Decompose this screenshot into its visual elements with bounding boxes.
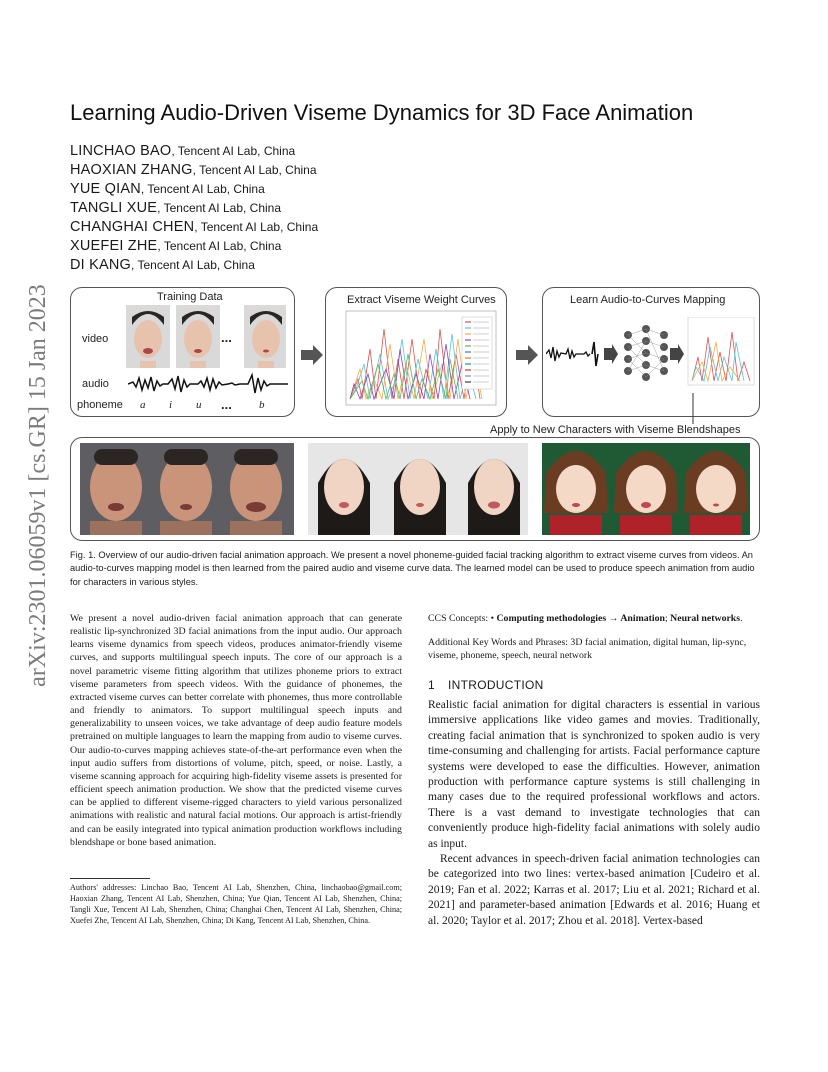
authors-addresses-footnote: Authors' addresses: Linchao Bao, Tencent AI Lab, Shenzhen, China, linchaobao@gmail.com; Haoxian Zhang, Tencent AI Lab, Shenzhen, China; Yue Qian, Tencent AI Lab, Shenzhen, China; Tangli Xue, Tencent AI Lab, Shenzhen, China; Changhai Chen, Tencent AI Lab, Shenzhen, China; Xuefei Zhe, Tencent AI Lab, Shenzhen, China; Di Kang, Tencent AI Lab, Shenzhen, China. (70, 883, 402, 925)
author-2 (70, 160, 570, 179)
author-7 (70, 255, 570, 274)
author-name: YUE QIAN (70, 181, 141, 197)
ccs-concepts (428, 612, 760, 625)
stylized-render-2 (614, 451, 678, 535)
arrow-right-icon (516, 345, 538, 365)
video-ellipsis: ... (221, 330, 232, 345)
author-list (70, 141, 570, 274)
stylized-character-renders (542, 443, 750, 535)
author-name: XUEFEI ZHE (70, 238, 158, 254)
network-diagram (546, 317, 756, 387)
author-affiliation: , Tencent AI Lab, China (131, 258, 255, 272)
footnote-rule (70, 878, 150, 879)
author-4 (70, 198, 570, 217)
male-render-2 (160, 449, 212, 535)
audio-waveform (128, 372, 288, 396)
male-character-renders (80, 443, 294, 535)
row-label-audio: audio (82, 378, 109, 390)
left-column (70, 612, 402, 849)
character-renders (80, 443, 750, 535)
row-label-video: video (82, 333, 109, 345)
figure-caption-label: Fig. 1. (70, 550, 96, 560)
video-frame-1 (126, 305, 170, 368)
paper-title: Learning Audio-Driven Viseme Dynamics for 3D Face Animation (70, 100, 694, 125)
stylized-render-1 (544, 451, 608, 535)
training-data-label: Training Data (154, 291, 226, 303)
author-name: DI KANG (70, 257, 132, 273)
ccs-concept-1: Computing methodologies → Animation (496, 613, 665, 624)
figure-caption (70, 549, 760, 589)
stylized-render-3 (684, 451, 748, 535)
male-render-1 (90, 449, 142, 535)
arrow-right-icon (301, 345, 323, 365)
figure-caption-text: Overview of our audio-driven facial animation approach. We present a novel phoneme-guided facial tracking algorithm to extract viseme curves from videos. An audio-to-curves mapping model is then learned from the paired audio and viseme curve data. The learned model can be used to produce speech animation from audio for characters in various styles. (70, 550, 755, 587)
phoneme-label: i (169, 399, 173, 411)
female-character-renders (308, 443, 528, 535)
row-label-phoneme: phoneme (77, 399, 123, 411)
section-number: 1 (428, 678, 435, 692)
abstract: We present a novel audio-driven facial animation approach that can generate realistic lip-synchronized 3D facial animations from the input audio. Our approach learns viseme dynamics from speech videos, produces animator-friendly viseme curves, and supports multilingual speech inputs. The core of our approach is a novel parametric viseme fitting algorithm that utilizes phoneme priors to extract viseme parameters from speech videos. With the guidance of phonemes, the extracted viseme curves can better correlate with phonemes, thus more controllable and friendly to animators. To support multilingual speech inputs and generalizability to unseen voices, we take advantage of deep audio feature models pretrained on multiple languages to learn the mapping from audio to viseme curves. Our audio-to-curves mapping achieves state-of-the-art performance even when the input audio suffers from distortions of volume, pitch, speed, or noise. Lastly, a viseme scanning approach for acquiring high-fidelity viseme assets is presented for efficient speech animation production. We show that the predicted viseme curves can be applied to different viseme-rigged characters to yield various personalized animations with realistic and natural facial motions. Our approach is artist-friendly and can be easily integrated into typical animation production workflows including blendshape or bone based animation. (70, 613, 402, 848)
video-frame-2 (176, 305, 220, 368)
ccs-end: . (740, 613, 743, 624)
overview-figure (70, 287, 760, 543)
male-render-3 (230, 449, 282, 535)
arxiv-stamp-text: arXiv:2301.06059v1 [cs.GR] 15 Jan 2023 (24, 283, 51, 687)
right-column (428, 612, 760, 929)
video-frame-3 (244, 305, 286, 368)
author-affiliation: , Tencent AI Lab, China (194, 220, 319, 234)
author-6 (70, 236, 570, 255)
author-name: TANGLI XUE (70, 200, 158, 216)
author-name: CHANGHAI CHEN (70, 219, 195, 235)
author-affiliation: , Tencent AI Lab, China (140, 182, 265, 196)
author-5 (70, 217, 570, 236)
extract-curves-label: Extract Viseme Weight Curves (347, 294, 496, 306)
viseme-curves-chart (340, 309, 500, 411)
intro-paragraph-1: Realistic facial animation for digital characters is essential in various immersive applications like video games and movies. Traditionally, creating facial animation that is synchronized to spoken audio is very time-consuming and challenging for artists. Facial performance capture systems were developed to ease the difficulties. However, animation production with performance capture systems is still challenging in many cases due to the required professional workflows and actors. There is a vast demand to investigate technologies that can conveniently produce high-fidelity facial animations with solely audio as input. (428, 699, 760, 850)
section-heading (428, 678, 760, 692)
learn-mapping-label: Learn Audio-to-Curves Mapping (570, 294, 726, 306)
phoneme-ellipsis: ... (221, 397, 232, 412)
phoneme-label: a (140, 399, 146, 411)
training-video-frames (126, 305, 286, 375)
ccs-separator: ; (664, 613, 671, 624)
author-affiliation: , Tencent AI Lab, China (192, 163, 317, 177)
ccs-prefix: CCS Concepts: • (428, 613, 497, 624)
section-title: INTRODUCTION (448, 678, 544, 692)
intro-paragraph-2: Recent advances in speech-driven facial animation technologies can be categorized into two lines: vertex-based animation [Cudeiro et al. 2019; Fan et al. 2022; Karras et al. 2017; Liu et al. 2021; Richard et al. 2021] and parameter-based animation [Edwards et al. 2016; Huang et al. 2020; Taylor et al. 2017; Zhou et al. 2018]. Vertex-based (428, 853, 760, 927)
author-name: HAOXIAN ZHANG (70, 162, 193, 178)
author-3 (70, 179, 570, 198)
author-1 (70, 141, 570, 160)
author-affiliation: , Tencent AI Lab, China (157, 239, 282, 253)
author-affiliation: , Tencent AI Lab, China (171, 144, 296, 158)
apply-characters-label: Apply to New Characters with Viseme Blendshapes (486, 424, 744, 436)
arxiv-stamp (18, 283, 58, 687)
phoneme-label: u (196, 399, 202, 411)
keywords: Additional Key Words and Phrases: 3D facial animation, digital human, lip-sync, viseme, phoneme, speech, neural network (428, 637, 747, 661)
author-name: LINCHAO BAO (70, 143, 172, 159)
ccs-concept-2: Neural networks (670, 613, 741, 624)
author-affiliation: , Tencent AI Lab, China (157, 201, 282, 215)
phoneme-label: b (259, 399, 265, 411)
